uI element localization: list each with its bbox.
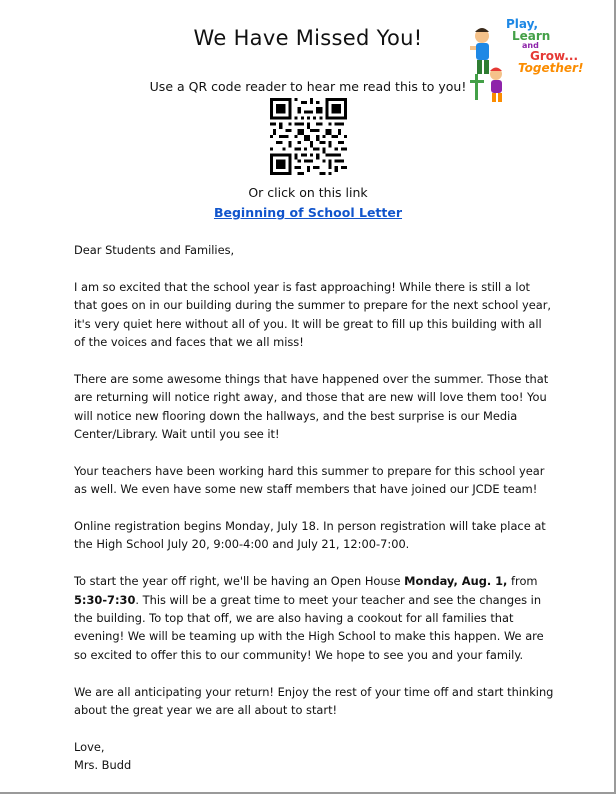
logo-text-together: Together! bbox=[518, 61, 584, 75]
paragraph-teachers: Your teachers have been working hard this summer to prepare for this school year as well. We even have some new staff members that have joined our JCDE team! bbox=[74, 463, 545, 497]
greeting: Dear Students and Families, bbox=[74, 243, 235, 257]
logo-text-and: and bbox=[522, 41, 539, 50]
logo-text-learn: Learn bbox=[512, 29, 551, 43]
open-house-date: Monday, Aug. 1, bbox=[404, 574, 508, 589]
beginning-of-school-letter-link[interactable]: Beginning of School Letter bbox=[213, 205, 403, 220]
open-house-text-a: To start the year off right, we'll be having an Open House bbox=[74, 574, 405, 589]
closing-love: Love, bbox=[74, 739, 105, 754]
logo-text-play: Play, bbox=[506, 17, 539, 31]
paragraph-excited: I am so excited that the school year is fast approaching! While there is still a lot that goes on in our building during the summer to prepare for the next school year, it's very quiet here without all of you. It will be great to fill up this building with all of the voices and faces that we all miss! bbox=[74, 279, 552, 350]
signature: Mrs. Budd bbox=[74, 758, 132, 773]
letter-link-wrapper bbox=[0, 205, 616, 220]
qr-caption: Use a QR code reader to hear me read this to you! bbox=[149, 79, 467, 94]
logo-text-grow: Grow... bbox=[530, 49, 579, 63]
qr-code-icon[interactable] bbox=[270, 98, 347, 175]
open-house-text-c: . This will be a great time to meet your teacher and see the changes in the building. To top that off, we are also having a cookout for all families that evening! We will be teaming up with the High School to make this happen. We are so excited to offer this to our community! We hope to see you and your family. bbox=[74, 592, 544, 662]
open-house-time: 5:30-7:30 bbox=[74, 592, 136, 607]
paragraph-closing: We are all anticipating your return! Enjoy the rest of your time off and start thinking about the great year we are all about to start! bbox=[74, 684, 554, 718]
paragraph-open-house bbox=[74, 572, 554, 664]
letter-title: We Have Missed You! bbox=[193, 26, 423, 50]
paragraph-summer-changes: There are some awesome things that have happened over the summer. Those that are returning will notice right away, and those that are new will love them too! You will notice new flooring down the hallways, and the best surprise is our Media Center/Library. Wait until you see it! bbox=[74, 371, 549, 442]
paragraph-registration: Online registration begins Monday, July 18. In person registration will take place at the High School July 20, 9:00-4:00 and July 21, 12:00-7:00. bbox=[74, 519, 546, 552]
open-house-text-b: from bbox=[507, 574, 538, 589]
letter-body bbox=[74, 241, 554, 775]
or-click-text: Or click on this link bbox=[248, 185, 368, 200]
